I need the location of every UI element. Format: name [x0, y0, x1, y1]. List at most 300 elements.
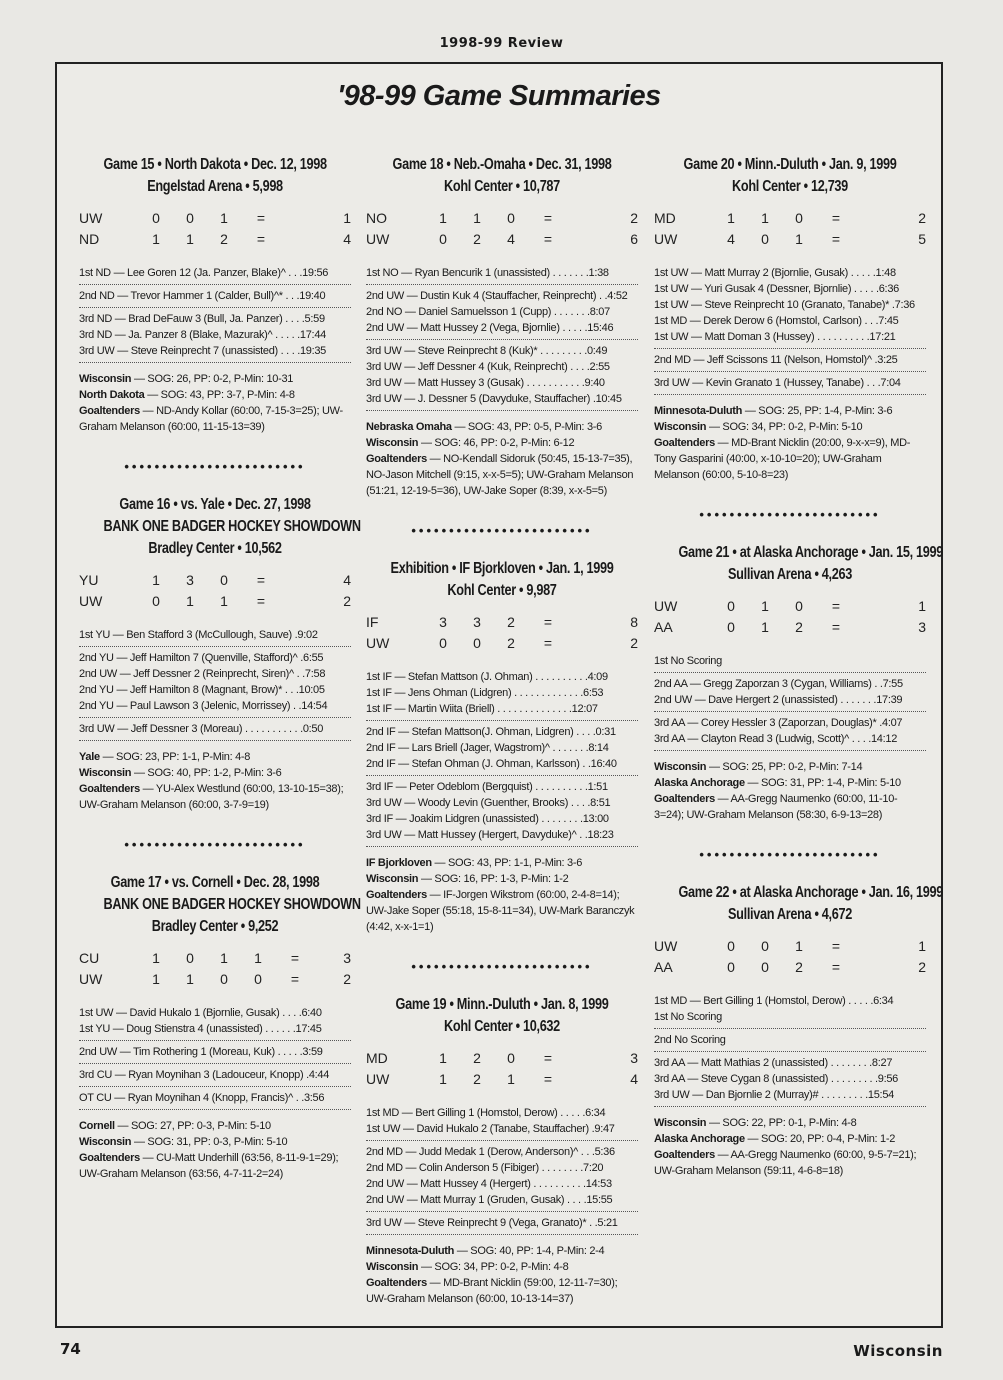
- period-score: 3: [439, 614, 447, 630]
- goal-line: 3rd UW — J. Dessner 5 (Davyduke, Stauffacher) .10:45: [366, 393, 622, 405]
- goal-line: 2nd YU — Jeff Hamilton 8 (Magnant, Brow)* . . .10:05: [79, 684, 325, 696]
- stat-text: — SOG: 20, PP: 0-4, P-Min: 1-2: [744, 1133, 896, 1145]
- column-3: [654, 154, 943, 1185]
- period-score: 0: [507, 1050, 515, 1066]
- period-score: 0: [761, 231, 769, 247]
- stat-label: Yale: [79, 751, 100, 763]
- period-goal-group: [366, 285, 638, 340]
- period-score: 1: [186, 593, 194, 609]
- team-abbr: UW: [654, 231, 678, 247]
- stat-line: [366, 887, 638, 935]
- stat-line: [654, 435, 926, 483]
- score-by-period-table: [366, 1048, 638, 1090]
- stat-line: [79, 749, 351, 765]
- stat-label: Goaltenders: [654, 793, 715, 805]
- goal-line: 2nd MD — Colin Anderson 5 (Fibiger) . . . . . . . .7:20: [366, 1162, 604, 1174]
- running-head: 1998-99 Review: [439, 36, 564, 51]
- score-row: [79, 948, 351, 969]
- period-score: 1: [152, 231, 160, 247]
- period-score: 1: [727, 210, 735, 226]
- goal-line: 2nd UW — Matt Murray 1 (Gruden, Gusak) . . . .15:55: [366, 1194, 613, 1206]
- team-abbr: CU: [79, 950, 100, 966]
- footer-school-name: Wisconsin: [853, 1342, 943, 1360]
- stat-text: — SOG: 34, PP: 0-2, P-Min: 5-10: [706, 421, 863, 433]
- stat-label: Wisconsin: [79, 767, 132, 779]
- goal-line: 3rd IF — Joakim Lidgren (unassisted) . . . . . . . .13:00: [366, 813, 609, 825]
- stat-label: Goaltenders: [366, 1277, 427, 1289]
- stat-text: — SOG: 31, PP: 0-3, P-Min: 5-10: [131, 1136, 288, 1148]
- period-score: 1: [254, 950, 262, 966]
- equals-sign: =: [831, 210, 841, 226]
- period-score: 0: [254, 971, 262, 987]
- goal-line: 2nd IF — Stefan Mattson(J. Ohman, Lidgren) . . . .0:31: [366, 726, 616, 738]
- final-score: 3: [918, 619, 926, 635]
- stat-label: Alaska Anchorage: [654, 1133, 745, 1145]
- period-score: 0: [152, 593, 160, 609]
- goal-line: 1st NO — Ryan Bencurik 1 (unassisted) . . . . . . .1:38: [366, 267, 609, 279]
- score-by-period-table: [366, 208, 638, 250]
- goal-line: 1st No Scoring: [654, 655, 722, 667]
- equals-sign: =: [256, 593, 266, 609]
- score-row: [79, 570, 351, 591]
- final-score: 4: [630, 1071, 638, 1087]
- goal-line: 1st MD — Bert Gilling 1 (Homstol, Derow) . . . . .6:34: [366, 1107, 606, 1119]
- stat-text: — SOG: 26, PP: 0-2, P-Min: 10-31: [131, 373, 294, 385]
- game-summary: [79, 154, 351, 435]
- final-score: 2: [343, 593, 351, 609]
- goal-line: 1st UW — David Hukalo 1 (Bjornlie, Gusak) . . . .6:40: [79, 1007, 322, 1019]
- stat-text: — SOG: 34, PP: 0-2, P-Min: 4-8: [418, 1261, 569, 1273]
- stat-text: — SOG: 22, PP: 0-1, P-Min: 4-8: [706, 1117, 857, 1129]
- column-2: [366, 154, 638, 1313]
- period-score: 1: [761, 210, 769, 226]
- goal-line: 2nd ND — Trevor Hammer 1 (Calder, Bull)^* . . .19:40: [79, 290, 326, 302]
- final-score: 3: [630, 1050, 638, 1066]
- goal-line: 3rd UW — Kevin Granato 1 (Hussey, Tanabe) . . .7:04: [654, 377, 901, 389]
- stat-line: [79, 1150, 351, 1182]
- score-by-period-table: [654, 596, 926, 638]
- score-row: [654, 936, 926, 957]
- period-score: 3: [186, 572, 194, 588]
- stat-text: — SOG: 31, PP: 1-4, P-Min: 5-10: [744, 777, 901, 789]
- goal-line: 2nd YU — Paul Lawson 3 (Jelenic, Morrissey) . .14:54: [79, 700, 328, 712]
- period-goal-group: [366, 262, 638, 285]
- score-row: [79, 969, 351, 990]
- team-abbr: AA: [654, 959, 673, 975]
- stat-label: Alaska Anchorage: [654, 777, 745, 789]
- game-heading-line: BANK ONE BADGER HOCKEY SHOWDOWN: [103, 896, 361, 913]
- period-goal-group: [79, 262, 351, 285]
- stat-line: [79, 371, 351, 387]
- goal-line: 2nd YU — Jeff Hamilton 7 (Quenville, Stafford)^ .6:55: [79, 652, 324, 664]
- score-row: [654, 208, 926, 229]
- stat-line: [366, 1243, 638, 1259]
- score-by-period-table: [79, 208, 351, 250]
- stat-text: — SOG: 40, PP: 1-4, P-Min: 2-4: [454, 1245, 605, 1257]
- period-goal-group: [366, 1212, 638, 1235]
- period-goal-group: [366, 721, 638, 776]
- stat-line: [79, 387, 351, 403]
- period-score: 1: [220, 593, 228, 609]
- stat-label: Cornell: [79, 1120, 115, 1132]
- goal-line: 1st UW — Matt Doman 3 (Hussey) . . . . . . . . . .17:21: [654, 331, 896, 343]
- final-score: 1: [918, 938, 926, 954]
- period-score: 3: [473, 614, 481, 630]
- final-score: 2: [918, 210, 926, 226]
- game-heading-line: Game 18 • Neb.-Omaha • Dec. 31, 1998: [392, 156, 612, 173]
- goal-line: 3rd UW — Matt Hussey 3 (Gusak) . . . . . . . . . . .9:40: [366, 377, 605, 389]
- stat-line: [654, 1115, 926, 1131]
- game-heading-line: BANK ONE BADGER HOCKEY SHOWDOWN: [103, 518, 361, 535]
- period-goal-group: [79, 308, 351, 363]
- period-score: 0: [727, 959, 735, 975]
- page-title: '98-99 Game Summaries: [337, 80, 661, 112]
- period-score: 0: [152, 210, 160, 226]
- team-abbr: AA: [654, 619, 673, 635]
- score-row: [79, 591, 351, 612]
- period-score: 0: [439, 231, 447, 247]
- goal-line: 3rd UW — Steve Reinprecht 7 (unassisted) . . . .19:35: [79, 345, 326, 357]
- goal-line: 3rd UW — Steve Reinprecht 8 (Kuk)* . . . . . . . . .0:49: [366, 345, 608, 357]
- stat-line: [654, 419, 926, 435]
- team-abbr: UW: [366, 1071, 390, 1087]
- goal-line: 2nd UW — Dustin Kuk 4 (Stauffacher, Reinprecht) . .4:52: [366, 290, 628, 302]
- stat-line: [366, 871, 638, 887]
- period-goal-group: [366, 776, 638, 847]
- goal-line: 1st YU — Ben Stafford 3 (McCullough, Sauve) .9:02: [79, 629, 318, 641]
- stat-text: — SOG: 25, PP: 1-4, P-Min: 3-6: [742, 405, 893, 417]
- period-goal-group: [366, 340, 638, 411]
- equals-sign: =: [256, 572, 266, 588]
- stat-text: — ND-Andy Kollar (60:00, 7-15-3=25); UW-Graham Melanson (60:00, 11-15-13=39): [79, 405, 343, 433]
- period-score: 0: [220, 971, 228, 987]
- stat-line: [366, 435, 638, 451]
- equals-sign: =: [831, 959, 841, 975]
- stat-line: [654, 1131, 926, 1147]
- stat-label: Wisconsin: [654, 761, 707, 773]
- stat-label: Wisconsin: [366, 873, 419, 885]
- equals-sign: =: [290, 971, 300, 987]
- score-row: [654, 617, 926, 638]
- period-score: 0: [186, 950, 194, 966]
- dot-divider: ••••••••••••••••••••••••: [699, 847, 881, 862]
- game-stats: [79, 371, 351, 435]
- final-score: 1: [918, 598, 926, 614]
- stat-label: Wisconsin: [654, 1117, 707, 1129]
- period-goal-group: [79, 718, 351, 741]
- team-abbr: UW: [79, 593, 103, 609]
- goal-line: 2nd MD — Judd Medak 1 (Derow, Anderson)^ . . .5:36: [366, 1146, 615, 1158]
- goal-line: 3rd IF — Peter Odeblom (Bergquist) . . . . . . . . . .1:51: [366, 781, 608, 793]
- game-heading-line: Sullivan Arena • 4,672: [728, 906, 852, 923]
- game-summary: [366, 994, 638, 1307]
- stat-text: — YU-Alex Westlund (60:00, 13-10-15=38); UW-Graham Melanson (60:00, 3-7-9=19): [79, 783, 344, 811]
- period-score: 1: [507, 1071, 515, 1087]
- goal-line: 3rd AA — Corey Hessler 3 (Zaporzan, Douglas)* .4:07: [654, 717, 903, 729]
- game-heading-line: Game 19 • Minn.-Duluth • Jan. 8, 1999: [395, 996, 609, 1013]
- game-heading-line: Game 15 • North Dakota • Dec. 12, 1998: [103, 156, 327, 173]
- period-score: 0: [727, 938, 735, 954]
- stat-label: Wisconsin: [366, 437, 419, 449]
- final-score: 8: [630, 614, 638, 630]
- period-score: 1: [152, 572, 160, 588]
- goal-line: 3rd AA — Matt Mathias 2 (unassisted) . . . . . . . .8:27: [654, 1057, 893, 1069]
- final-score: 2: [630, 210, 638, 226]
- period-score: 0: [186, 210, 194, 226]
- stat-line: [79, 403, 351, 435]
- period-score: 0: [727, 619, 735, 635]
- stat-label: North Dakota: [79, 389, 145, 401]
- stat-line: [654, 775, 926, 791]
- score-row: [366, 612, 638, 633]
- stat-line: [654, 759, 926, 775]
- final-score: 6: [630, 231, 638, 247]
- goal-line: 2nd No Scoring: [654, 1034, 726, 1046]
- goal-line: 2nd UW — Jeff Dessner 2 (Reinprecht, Siren)^ . .7:58: [79, 668, 326, 680]
- stat-label: Goaltenders: [79, 1152, 140, 1164]
- score-by-period-table: [79, 570, 351, 612]
- team-abbr: UW: [79, 210, 103, 226]
- final-score: 2: [918, 959, 926, 975]
- stat-label: Wisconsin: [654, 421, 707, 433]
- equals-sign: =: [543, 635, 553, 651]
- equals-sign: =: [831, 938, 841, 954]
- goal-line: 3rd UW — Woody Levin (Guenther, Brooks) . . . .8:51: [366, 797, 611, 809]
- goal-line: OT CU — Ryan Moynihan 4 (Knopp, Francis)^ . .3:56: [79, 1092, 325, 1104]
- goal-line: 3rd ND — Brad DeFauw 3 (Bull, Ja. Panzer) . . . .5:59: [79, 313, 325, 325]
- period-score: 2: [220, 231, 228, 247]
- score-by-period-table: [366, 612, 638, 654]
- game-heading-line: Engelstad Arena • 5,998: [147, 178, 283, 195]
- game-stats: [79, 1118, 351, 1182]
- goal-line: 3rd CU — Ryan Moynihan 3 (Ladouceur, Knopp) .4:44: [79, 1069, 330, 1081]
- equals-sign: =: [290, 950, 300, 966]
- equals-sign: =: [831, 598, 841, 614]
- goal-line: 1st UW — David Hukalo 2 (Tanabe, Stauffacher) .9:47: [366, 1123, 615, 1135]
- game-stats: [366, 1243, 638, 1307]
- stat-text: — SOG: 23, PP: 1-1, P-Min: 4-8: [99, 751, 251, 763]
- game-heading-line: Game 22 • at Alaska Anchorage • Jan. 16, 1999: [678, 884, 943, 901]
- score-row: [654, 229, 926, 250]
- game-heading-line: Kohl Center • 10,787: [444, 178, 560, 195]
- period-score: 2: [473, 231, 481, 247]
- dot-divider: ••••••••••••••••••••••••: [411, 959, 593, 974]
- final-score: 4: [343, 231, 351, 247]
- game-heading-line: Game 21 • at Alaska Anchorage • Jan. 15, 1999: [678, 544, 943, 561]
- dot-divider: ••••••••••••••••••••••••: [124, 837, 306, 852]
- summary-frame: [55, 62, 943, 1328]
- final-score: 2: [630, 635, 638, 651]
- goal-line: 3rd UW — Dan Bjornlie 2 (Murray)# . . . . . . . . .15:54: [654, 1089, 894, 1101]
- equals-sign: =: [543, 1050, 553, 1066]
- goal-line: 1st MD — Derek Derow 6 (Homstol, Carlson) . . .7:45: [654, 315, 899, 327]
- period-score: 0: [727, 598, 735, 614]
- stat-text: — MD-Brant Nicklin (59:00, 12-11-7=30); UW-Graham Melanson (60:00, 10-13-14=37): [366, 1277, 618, 1305]
- team-abbr: YU: [79, 572, 99, 588]
- period-score: 1: [795, 938, 803, 954]
- stat-label: Goaltenders: [79, 405, 140, 417]
- goal-line: 3rd UW — Jeff Dessner 3 (Moreau) . . . . . . . . . . .0:50: [79, 723, 324, 735]
- period-score: 0: [507, 210, 515, 226]
- stat-label: Wisconsin: [79, 373, 132, 385]
- equals-sign: =: [256, 210, 266, 226]
- period-score: 0: [761, 938, 769, 954]
- period-score: 1: [186, 971, 194, 987]
- period-goal-group: [654, 712, 926, 751]
- stat-text: — SOG: 27, PP: 0-3, P-Min: 5-10: [114, 1120, 271, 1132]
- period-score: 1: [473, 210, 481, 226]
- equals-sign: =: [831, 231, 841, 247]
- game-heading-line: Game 17 • vs. Cornell • Dec. 28, 1998: [110, 874, 320, 891]
- stat-text: — SOG: 16, PP: 1-3, P-Min: 1-2: [418, 873, 569, 885]
- goal-line: 3rd AA — Clayton Read 3 (Ludwig, Scott)^ . . . .14:12: [654, 733, 898, 745]
- game-heading-line: Game 16 • vs. Yale • Dec. 27, 1998: [119, 496, 311, 513]
- equals-sign: =: [543, 614, 553, 630]
- stat-text: — SOG: 43, PP: 0-5, P-Min: 3-6: [451, 421, 602, 433]
- stat-label: Wisconsin: [366, 1261, 419, 1273]
- final-score: 5: [918, 231, 926, 247]
- period-score: 2: [507, 614, 515, 630]
- game-heading-line: Bradley Center • 9,252: [151, 918, 279, 935]
- goal-line: 2nd UW — Dave Hergert 2 (unassisted) . . . . . . .17:39: [654, 694, 903, 706]
- period-score: 0: [795, 210, 803, 226]
- equals-sign: =: [256, 231, 266, 247]
- goal-line: 3rd UW — Matt Hussey (Hergert, Davyduke)^ . .18:23: [366, 829, 614, 841]
- period-score: 2: [507, 635, 515, 651]
- equals-sign: =: [831, 619, 841, 635]
- period-score: 1: [152, 971, 160, 987]
- team-abbr: IF: [366, 614, 379, 630]
- score-row: [366, 208, 638, 229]
- goal-line: 2nd UW — Tim Rothering 1 (Moreau, Kuk) . . . . .3:59: [79, 1046, 323, 1058]
- stat-line: [366, 419, 638, 435]
- game-summary: [654, 154, 926, 483]
- stat-label: Nebraska Omaha: [366, 421, 452, 433]
- period-score: 0: [220, 572, 228, 588]
- period-score: 1: [761, 598, 769, 614]
- game-heading-line: Game 20 • Minn.-Duluth • Jan. 9, 1999: [683, 156, 897, 173]
- game-stats: [79, 749, 351, 813]
- stat-line: [79, 1118, 351, 1134]
- team-abbr: UW: [366, 635, 390, 651]
- dot-divider: ••••••••••••••••••••••••: [124, 459, 306, 474]
- stat-line: [366, 1275, 638, 1307]
- period-score: 1: [795, 231, 803, 247]
- game-heading-line: Bradley Center • 10,562: [148, 540, 282, 557]
- period-goal-group: [79, 1064, 351, 1087]
- goal-line: 1st UW — Yuri Gusak 4 (Dessner, Bjornlie) . . . . .6:36: [654, 283, 899, 295]
- stat-label: Goaltenders: [366, 453, 427, 465]
- game-heading-line: Kohl Center • 10,632: [444, 1018, 560, 1035]
- goal-line: 1st No Scoring: [654, 1011, 722, 1023]
- game-stats: [366, 419, 638, 499]
- team-abbr: UW: [654, 938, 678, 954]
- period-score: 1: [439, 1071, 447, 1087]
- game-stats: [654, 1115, 926, 1179]
- column-1: [79, 154, 361, 1188]
- goal-line: 1st YU — Doug Stienstra 4 (unassisted) . . . . . .17:45: [79, 1023, 322, 1035]
- goal-line: 2nd IF — Lars Briell (Jager, Wagstrom)^ . . . . . . .8:14: [366, 742, 609, 754]
- period-score: 1: [220, 210, 228, 226]
- period-goal-group: [79, 285, 351, 308]
- goal-line: 1st UW — Steve Reinprecht 10 (Granato, Tanabe)* .7:36: [654, 299, 915, 311]
- period-goal-group: [366, 1141, 638, 1212]
- score-row: [366, 633, 638, 654]
- game-heading-line: Kohl Center • 12,739: [732, 178, 848, 195]
- period-goal-group: [654, 990, 926, 1029]
- period-goal-group: [79, 1087, 351, 1110]
- period-goal-group: [366, 1102, 638, 1141]
- period-score: 1: [186, 231, 194, 247]
- page-number: 74: [60, 1340, 81, 1358]
- score-row: [79, 208, 351, 229]
- goal-line: 3rd UW — Steve Reinprecht 9 (Vega, Granato)* . .5:21: [366, 1217, 618, 1229]
- game-summary: [366, 154, 638, 499]
- equals-sign: =: [543, 1071, 553, 1087]
- period-goal-group: [79, 647, 351, 718]
- score-row: [366, 1069, 638, 1090]
- period-goal-group: [79, 1002, 351, 1041]
- period-goal-group: [654, 1029, 926, 1052]
- period-goal-group: [366, 666, 638, 721]
- period-score: 1: [152, 950, 160, 966]
- final-score: 1: [343, 210, 351, 226]
- stat-label: Wisconsin: [79, 1136, 132, 1148]
- goal-line: 1st UW — Matt Murray 2 (Bjornlie, Gusak) . . . . .1:48: [654, 267, 896, 279]
- team-abbr: MD: [654, 210, 676, 226]
- stat-line: [79, 781, 351, 813]
- goal-line: 1st ND — Lee Goren 12 (Ja. Panzer, Blake)^ . . .19:56: [79, 267, 329, 279]
- stat-label: Minnesota-Duluth: [654, 405, 743, 417]
- score-by-period-table: [654, 208, 926, 250]
- period-score: 1: [439, 1050, 447, 1066]
- stat-text: — CU-Matt Underhill (63:56, 8-11-9-1=29); UW-Graham Melanson (63:56, 4-7-11-2=24): [79, 1152, 339, 1180]
- game-heading-line: Sullivan Arena • 4,263: [728, 566, 852, 583]
- stat-text: — IF-Jorgen Wikstrom (60:00, 2-4-8=14); UW-Jake Soper (55:18, 15-8-11=34), UW-Mark Baranczyk (4:42, x-x-1=1): [366, 889, 635, 933]
- score-row: [79, 229, 351, 250]
- score-row: [366, 229, 638, 250]
- goal-line: 2nd IF — Stefan Ohman (J. Ohman, Karlsson) . .16:40: [366, 758, 617, 770]
- stat-line: [654, 403, 926, 419]
- goal-line: 2nd AA — Gregg Zaporzan 3 (Cygan, Williams) . .7:55: [654, 678, 903, 690]
- stat-line: [79, 1134, 351, 1150]
- period-goal-group: [654, 650, 926, 673]
- period-score: 1: [761, 619, 769, 635]
- score-row: [654, 957, 926, 978]
- goal-line: 2nd UW — Matt Hussey 2 (Vega, Bjornlie) . . . . .15:46: [366, 322, 614, 334]
- stat-text: — AA-Gregg Naumenko (60:00, 11-10-3=24); UW-Graham Melanson (58:30, 6-9-13=28): [654, 793, 898, 821]
- goal-line: 1st IF — Stefan Mattson (J. Ohman) . . . . . . . . . .4:09: [366, 671, 608, 683]
- goal-line: 3rd ND — Ja. Panzer 8 (Blake, Mazurak)^ . . . . .17:44: [79, 329, 326, 341]
- dot-divider: ••••••••••••••••••••••••: [411, 523, 593, 538]
- stat-label: IF Bjorkloven: [366, 857, 432, 869]
- period-score: 2: [795, 619, 803, 635]
- game-summary: [654, 542, 943, 823]
- final-score: 4: [343, 572, 351, 588]
- period-goal-group: [654, 262, 926, 349]
- period-score: 4: [507, 231, 515, 247]
- stat-text: — MD-Brant Nicklin (20:00, 9-x-x=9), MD-Tony Gasparini (40:00, x-10-10=20); UW-Graham Melanson (60:00, 5-10-8=23): [654, 437, 911, 481]
- stat-label: Goaltenders: [79, 783, 140, 795]
- stat-text: — SOG: 40, PP: 1-2, P-Min: 3-6: [131, 767, 282, 779]
- period-goal-group: [654, 349, 926, 372]
- stat-line: [79, 765, 351, 781]
- stat-text: — SOG: 46, PP: 0-2, P-Min: 6-12: [418, 437, 575, 449]
- team-abbr: UW: [79, 971, 103, 987]
- team-abbr: MD: [366, 1050, 388, 1066]
- goal-line: 2nd NO — Daniel Samuelsson 1 (Cupp) . . . . . . .8:07: [366, 306, 610, 318]
- period-score: 1: [220, 950, 228, 966]
